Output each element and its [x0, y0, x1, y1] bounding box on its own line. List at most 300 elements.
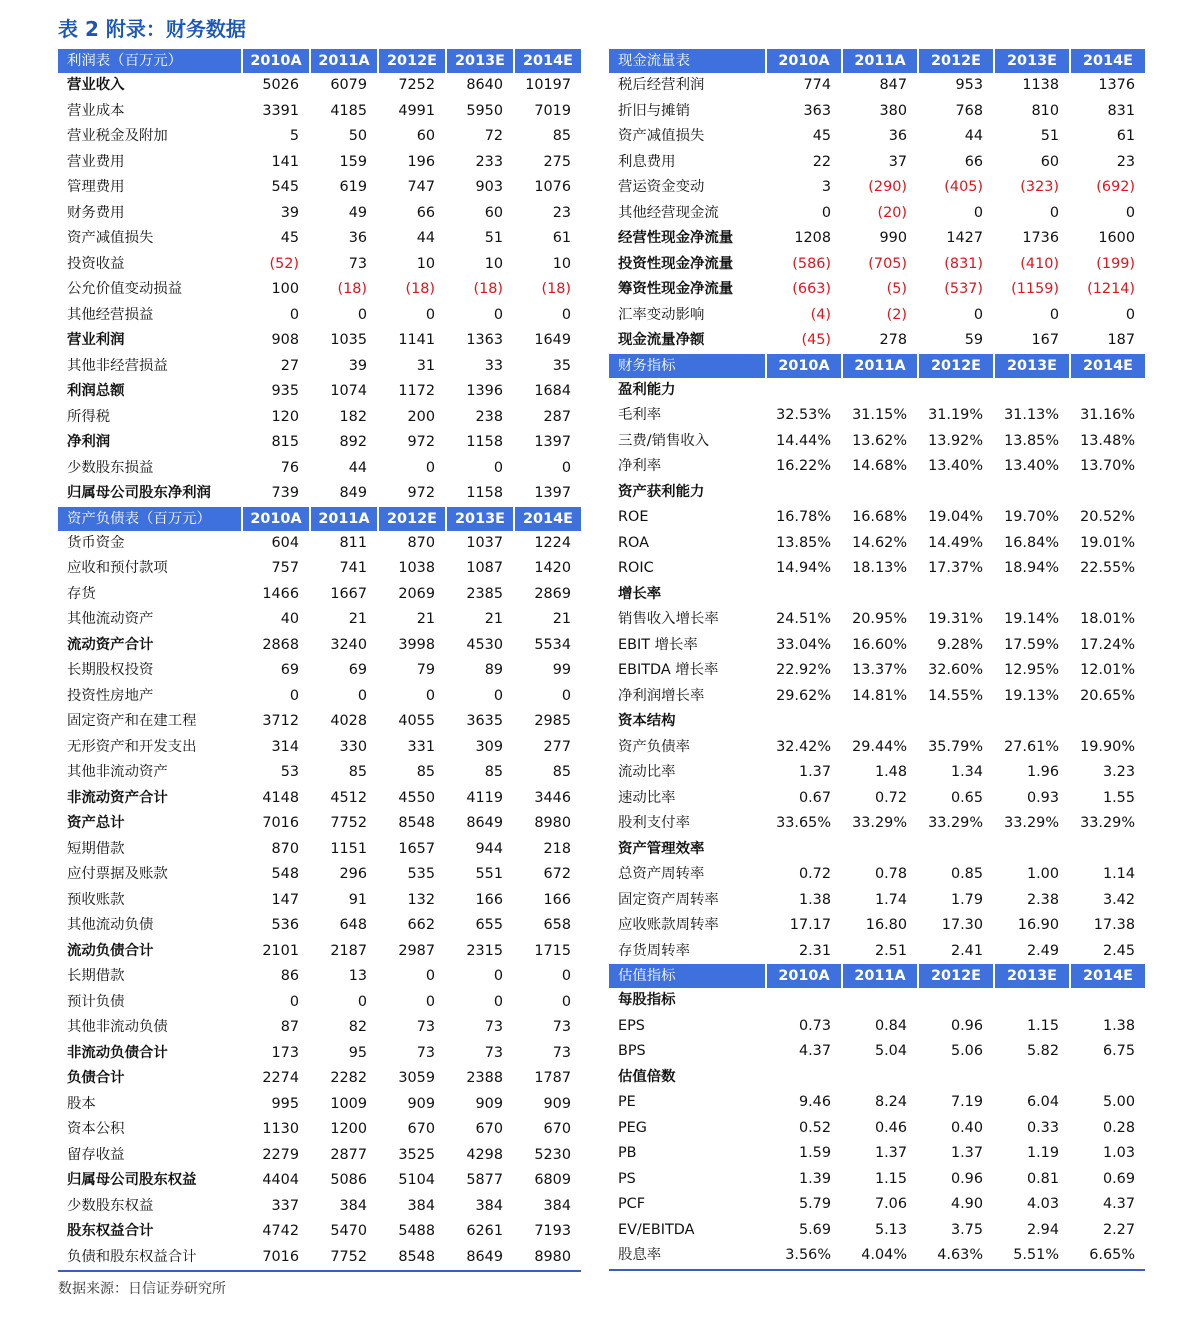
table-row: [58, 1041, 581, 1067]
row-label: 存货: [67, 585, 96, 602]
value-cell: 296: [339, 866, 367, 882]
value-cell: 9.28%: [937, 636, 983, 653]
value-cell: 0: [973, 204, 983, 221]
right-financial-table: [609, 49, 1145, 1271]
table-row: [609, 607, 1145, 633]
value-cell: 14.49%: [928, 534, 983, 551]
row-label: 盈利能力: [618, 381, 676, 398]
value-cell: 0: [357, 993, 367, 1010]
value-cell: 0: [425, 459, 435, 476]
row-label: 汇率变动影响: [618, 306, 705, 323]
row-label: EV/EBITDA: [618, 1221, 695, 1238]
value-cell: 1138: [1022, 77, 1059, 93]
row-label: ROE: [618, 509, 649, 525]
value-cell: 1684: [534, 383, 571, 399]
value-cell: 89: [484, 662, 503, 678]
value-cell: 5.04: [874, 1043, 907, 1059]
row-label: PE: [618, 1094, 636, 1110]
value-cell: 4.90: [950, 1196, 983, 1212]
value-cell: 909: [475, 1095, 503, 1112]
value-cell: 551: [475, 866, 503, 882]
value-cell: 0: [425, 306, 435, 323]
value-cell: 37: [888, 153, 907, 170]
value-cell: (18): [337, 281, 367, 297]
value-cell: 0: [493, 687, 503, 704]
value-cell: (692): [1096, 179, 1135, 195]
value-cell: 1.00: [1026, 866, 1059, 882]
value-cell: 18.01%: [1080, 611, 1135, 627]
value-cell: 86: [280, 968, 299, 984]
table-row: [609, 888, 1145, 914]
table-row: [609, 1192, 1145, 1218]
row-label: PEG: [618, 1119, 647, 1136]
value-cell: 21: [484, 611, 503, 627]
value-cell: 3.75: [950, 1221, 983, 1238]
row-label: 销售收入增长率: [618, 611, 719, 627]
table-row: [609, 735, 1145, 761]
value-cell: (831): [944, 255, 983, 272]
value-cell: 5086: [330, 1172, 367, 1188]
value-cell: 1009: [330, 1095, 367, 1112]
value-cell: 20.65%: [1080, 687, 1135, 704]
value-cell: 8548: [398, 1248, 435, 1265]
value-cell: 73: [416, 1019, 435, 1035]
value-cell: 60: [1040, 153, 1059, 170]
value-cell: [841, 709, 917, 735]
row-label: 应收账款周转率: [618, 917, 719, 933]
value-cell: 3: [821, 179, 831, 195]
value-cell: 0: [493, 306, 503, 323]
row-label: 少数股东权益: [67, 1197, 154, 1214]
value-cell: [841, 1065, 917, 1091]
value-cell: 19.31%: [928, 611, 983, 627]
value-cell: 20.52%: [1080, 509, 1135, 525]
value-cell: [765, 709, 841, 735]
table-row: [609, 658, 1145, 684]
value-cell: 5: [289, 128, 299, 144]
year-header: 2011A: [309, 507, 377, 531]
value-cell: 8980: [534, 1248, 571, 1265]
table-row: [58, 709, 581, 735]
row-label: PCF: [618, 1196, 646, 1212]
table-row: [609, 988, 1145, 1014]
value-cell: 120: [271, 408, 299, 425]
row-label: EBIT 增长率: [618, 636, 698, 653]
table-row: [609, 226, 1145, 252]
value-cell: 1035: [330, 332, 367, 348]
value-cell: 13: [348, 968, 367, 984]
value-cell: [917, 480, 993, 506]
value-cell: 337: [271, 1197, 299, 1214]
value-cell: 774: [803, 77, 831, 93]
value-cell: [993, 709, 1069, 735]
table-row: [609, 709, 1145, 735]
value-cell: 1.74: [874, 891, 907, 908]
table-row: [58, 277, 581, 303]
value-cell: (18): [405, 281, 435, 297]
row-label: 其他非流动资产: [67, 764, 168, 780]
value-cell: 0: [1125, 204, 1135, 221]
value-cell: 2315: [466, 942, 503, 959]
value-cell: 0: [357, 687, 367, 704]
value-cell: 49: [348, 204, 367, 221]
year-header: 2011A: [309, 49, 377, 73]
value-cell: 309: [475, 738, 503, 755]
value-cell: 548: [271, 866, 299, 882]
value-cell: 990: [879, 230, 907, 246]
row-label: 净利率: [618, 458, 662, 474]
value-cell: 953: [955, 77, 983, 93]
table-row: [58, 303, 581, 329]
value-cell: 811: [339, 534, 367, 551]
value-cell: 29.62%: [776, 687, 831, 704]
value-cell: 2279: [262, 1146, 299, 1163]
value-cell: 2869: [534, 585, 571, 602]
value-cell: 1.39: [798, 1170, 831, 1187]
value-cell: (45): [801, 332, 831, 348]
table-row: [58, 888, 581, 914]
value-cell: 33.29%: [928, 815, 983, 831]
table-row: [609, 1014, 1145, 1040]
value-cell: 3391: [262, 102, 299, 119]
value-cell: 73: [416, 1044, 435, 1061]
value-cell: 66: [964, 153, 983, 170]
value-cell: 4298: [466, 1146, 503, 1163]
value-cell: 73: [552, 1019, 571, 1035]
row-label: 毛利率: [618, 407, 662, 423]
section-title: 资产负债表（百万元）: [67, 510, 211, 527]
table-row: [58, 990, 581, 1016]
value-cell: [917, 378, 993, 404]
value-cell: [1069, 582, 1145, 608]
value-cell: 0: [425, 993, 435, 1010]
row-label: 净利润: [67, 434, 111, 450]
value-cell: 1600: [1098, 230, 1135, 246]
table-row: [58, 481, 581, 507]
value-cell: 0: [289, 306, 299, 323]
year-header: 2013E: [993, 964, 1069, 988]
year-header: 2012E: [377, 49, 445, 73]
value-cell: 0: [289, 687, 299, 704]
value-cell: 3446: [534, 789, 571, 806]
row-label: 固定资产周转率: [618, 891, 719, 908]
value-cell: 0: [561, 968, 571, 984]
value-cell: 1.38: [1102, 1017, 1135, 1034]
value-cell: 972: [407, 485, 435, 501]
value-cell: 12.95%: [1004, 662, 1059, 678]
table-row: [609, 556, 1145, 582]
row-label: 资产减值损失: [618, 128, 705, 144]
value-cell: 218: [543, 840, 571, 857]
value-cell: 0: [561, 993, 571, 1010]
value-cell: 35: [552, 357, 571, 374]
value-cell: 2187: [330, 942, 367, 959]
table-row: [58, 1168, 581, 1194]
value-cell: [993, 1065, 1069, 1091]
year-header: 2010A: [241, 507, 309, 531]
table-row: [609, 201, 1145, 227]
value-cell: 909: [543, 1095, 571, 1112]
value-cell: 17.38: [1093, 917, 1135, 933]
value-cell: 187: [1107, 332, 1135, 348]
value-cell: 2282: [330, 1070, 367, 1086]
value-cell: 233: [475, 153, 503, 170]
value-cell: 61: [552, 230, 571, 246]
table-row: [609, 480, 1145, 506]
value-cell: 747: [407, 179, 435, 195]
value-cell: 1.38: [798, 891, 831, 908]
row-label: 负债和股东权益合计: [67, 1248, 197, 1265]
value-cell: 100: [271, 281, 299, 297]
value-cell: 33.29%: [1004, 815, 1059, 831]
table-row: [609, 1039, 1145, 1065]
row-label: 其他非经营损益: [67, 357, 168, 374]
value-cell: 13.40%: [1004, 458, 1059, 474]
value-cell: [993, 988, 1069, 1014]
value-cell: 1172: [398, 383, 435, 399]
table-row: [58, 124, 581, 150]
value-cell: 19.04%: [928, 509, 983, 525]
value-cell: 1396: [466, 383, 503, 399]
value-cell: 17.59%: [1004, 636, 1059, 653]
row-label: 利润总额: [67, 383, 125, 399]
row-label: 每股指标: [618, 992, 676, 1008]
table-row: [609, 913, 1145, 939]
value-cell: 4512: [330, 789, 367, 806]
value-cell: 45: [280, 230, 299, 246]
table-row: [609, 150, 1145, 176]
value-cell: 1037: [466, 534, 503, 551]
value-cell: 2.38: [1026, 891, 1059, 908]
value-cell: [917, 988, 993, 1014]
row-label: 应付票据及账款: [67, 866, 168, 882]
value-cell: 166: [475, 891, 503, 908]
value-cell: 32.42%: [776, 738, 831, 755]
row-label: PB: [618, 1145, 637, 1161]
section-header-row: [609, 354, 1145, 378]
row-label: 现金流量净额: [618, 332, 705, 348]
value-cell: (405): [944, 179, 983, 195]
row-label: 少数股东损益: [67, 459, 154, 476]
row-label: 资本结构: [618, 713, 676, 729]
value-cell: 44: [416, 230, 435, 246]
value-cell: 141: [271, 153, 299, 170]
row-label: 投资收益: [67, 255, 125, 272]
value-cell: (290): [868, 179, 907, 195]
value-cell: 7752: [330, 1248, 367, 1265]
value-cell: 0: [1125, 306, 1135, 323]
value-cell: [765, 1065, 841, 1091]
value-cell: 1427: [946, 230, 983, 246]
value-cell: 1130: [262, 1121, 299, 1137]
value-cell: 545: [271, 179, 299, 195]
row-label: 资产减值损失: [67, 230, 154, 246]
value-cell: 1363: [466, 332, 503, 348]
value-cell: 50: [348, 128, 367, 144]
table-row: [58, 456, 581, 482]
year-header: 2012E: [917, 49, 993, 73]
value-cell: 29.44%: [852, 738, 907, 755]
value-cell: 0: [425, 687, 435, 704]
value-cell: 60: [416, 128, 435, 144]
table-row: [58, 964, 581, 990]
value-cell: 10: [552, 255, 571, 272]
value-cell: 18.94%: [1004, 560, 1059, 576]
row-label: 固定资产和在建工程: [67, 713, 197, 729]
value-cell: 5.06: [950, 1043, 983, 1059]
section-header-row: [58, 507, 581, 531]
value-cell: 1715: [534, 942, 571, 959]
value-cell: 670: [407, 1121, 435, 1137]
value-cell: 4119: [466, 789, 503, 806]
value-cell: 85: [416, 764, 435, 780]
row-label: 长期股权投资: [67, 662, 154, 678]
row-label: EBITDA 增长率: [618, 662, 719, 678]
row-label: ROIC: [618, 560, 654, 576]
value-cell: 2069: [398, 585, 435, 602]
value-cell: 35.79%: [928, 738, 983, 755]
table-row: [58, 556, 581, 582]
value-cell: 908: [271, 332, 299, 348]
value-cell: 16.78%: [776, 509, 831, 525]
row-label: 利息费用: [618, 153, 676, 170]
value-cell: 33.04%: [776, 636, 831, 653]
value-cell: [765, 988, 841, 1014]
section-header-row: [58, 49, 581, 73]
value-cell: 7.19: [950, 1094, 983, 1110]
value-cell: 8640: [466, 77, 503, 93]
value-cell: 82: [348, 1019, 367, 1035]
value-cell: 73: [348, 255, 367, 272]
table-row: [58, 430, 581, 456]
value-cell: 27: [280, 357, 299, 374]
table-row: [609, 1141, 1145, 1167]
value-cell: 27.61%: [1004, 738, 1059, 755]
value-cell: 14.81%: [852, 687, 907, 704]
table-row: [58, 684, 581, 710]
value-cell: 5534: [534, 636, 571, 653]
value-cell: 1038: [398, 560, 435, 576]
value-cell: 69: [348, 662, 367, 678]
value-cell: 655: [475, 917, 503, 933]
value-cell: 17.30: [941, 917, 983, 933]
table-row: [58, 1092, 581, 1118]
year-header: 2010A: [765, 964, 841, 988]
value-cell: 4742: [262, 1223, 299, 1239]
row-label: 归属母公司股东权益: [67, 1172, 197, 1188]
value-cell: (663): [792, 281, 831, 297]
value-cell: [917, 582, 993, 608]
value-cell: 31.13%: [1004, 407, 1059, 423]
value-cell: 384: [543, 1197, 571, 1214]
value-cell: 0.40: [950, 1119, 983, 1136]
table-row: [58, 582, 581, 608]
year-header: 2010A: [765, 354, 841, 378]
value-cell: 0.72: [874, 789, 907, 806]
value-cell: 14.44%: [776, 432, 831, 449]
source-note: 数据来源：日信证券研究所: [58, 1281, 226, 1297]
row-label: 速动比率: [618, 789, 676, 806]
value-cell: 892: [339, 434, 367, 450]
table-row: [58, 99, 581, 125]
value-cell: 4991: [398, 102, 435, 119]
value-cell: 0.78: [874, 866, 907, 882]
table-row: [609, 73, 1145, 99]
value-cell: [1069, 988, 1145, 1014]
value-cell: 6.04: [1026, 1094, 1059, 1110]
table-row: [609, 837, 1145, 863]
section-title: 财务指标: [618, 357, 676, 374]
value-cell: 32.60%: [928, 662, 983, 678]
value-cell: [993, 582, 1069, 608]
value-cell: 3635: [466, 713, 503, 729]
value-cell: 275: [543, 153, 571, 170]
value-cell: 1076: [534, 179, 571, 195]
value-cell: 5488: [398, 1223, 435, 1239]
value-cell: 13.85%: [1004, 432, 1059, 449]
value-cell: 5026: [262, 77, 299, 93]
table-row: [609, 303, 1145, 329]
value-cell: 1151: [330, 840, 367, 857]
value-cell: 60: [484, 204, 503, 221]
value-cell: 4.03: [1026, 1196, 1059, 1212]
value-cell: 66: [416, 204, 435, 221]
row-label: 其他流动资产: [67, 611, 154, 627]
value-cell: 1649: [534, 332, 571, 348]
page-title: 表 2 附录：财务数据: [58, 17, 246, 41]
value-cell: (52): [269, 255, 299, 272]
year-header: 2013E: [445, 507, 513, 531]
value-cell: 0.72: [798, 866, 831, 882]
value-cell: 79: [416, 662, 435, 678]
value-cell: [765, 480, 841, 506]
row-label: 资产获利能力: [618, 483, 705, 500]
value-cell: 6.75: [1102, 1043, 1135, 1059]
row-label: 资产管理效率: [618, 840, 705, 857]
table-row: [58, 939, 581, 965]
value-cell: 536: [271, 917, 299, 933]
table-row: [609, 811, 1145, 837]
value-cell: 5.00: [1102, 1094, 1135, 1110]
row-label: 流动比率: [618, 764, 676, 780]
row-label: 营业税金及附加: [67, 128, 168, 144]
table-row: [58, 1143, 581, 1169]
table-row: [609, 403, 1145, 429]
table-row: [609, 582, 1145, 608]
value-cell: [917, 837, 993, 863]
value-cell: 40: [280, 611, 299, 627]
value-cell: 31.16%: [1080, 407, 1135, 423]
table-row: [609, 1065, 1145, 1091]
value-cell: 4148: [262, 789, 299, 806]
value-cell: [765, 378, 841, 404]
table-row: [58, 73, 581, 99]
row-label: 非流动负债合计: [67, 1044, 168, 1061]
table-row: [58, 175, 581, 201]
table-row: [609, 786, 1145, 812]
value-cell: 972: [407, 434, 435, 450]
value-cell: 870: [407, 534, 435, 551]
value-cell: 1397: [534, 434, 571, 450]
value-cell: 3059: [398, 1070, 435, 1086]
value-cell: 1.37: [874, 1145, 907, 1161]
section-header-row: [609, 964, 1145, 988]
value-cell: 22: [812, 153, 831, 170]
value-cell: 14.68%: [852, 458, 907, 474]
year-header: 2014E: [1069, 354, 1145, 378]
year-header: 2012E: [917, 354, 993, 378]
table-row: [58, 379, 581, 405]
